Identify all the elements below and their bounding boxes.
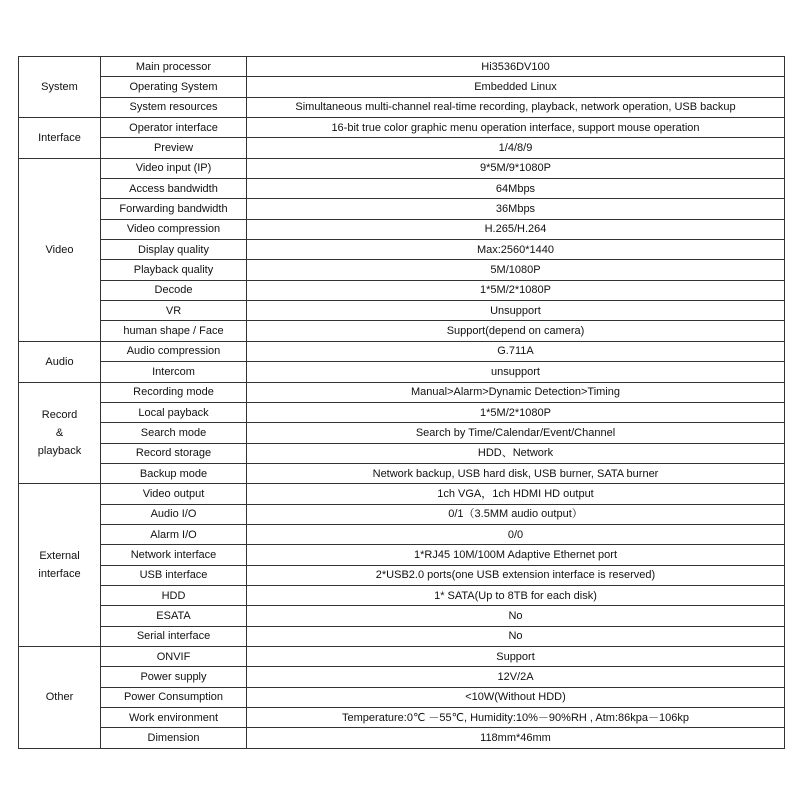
- category-cell: Record & playback: [19, 382, 101, 484]
- spec-item-cell: Playback quality: [101, 260, 247, 280]
- table-row: [19, 463, 785, 483]
- category-cell: System: [19, 57, 101, 118]
- spec-value-cell: 36Mbps: [247, 199, 785, 219]
- table-row: [19, 728, 785, 748]
- table-row: [19, 687, 785, 707]
- spec-item-cell: Work environment: [101, 708, 247, 728]
- spec-value-cell: Search by Time/Calendar/Event/Channel: [247, 423, 785, 443]
- table-row: [19, 524, 785, 544]
- table-row: [19, 626, 785, 646]
- spec-item-cell: Audio I/O: [101, 504, 247, 524]
- spec-value-cell: <10W(Without HDD): [247, 687, 785, 707]
- table-row: [19, 646, 785, 666]
- table-row: [19, 301, 785, 321]
- category-cell: Interface: [19, 118, 101, 159]
- spec-item-cell: Video compression: [101, 219, 247, 239]
- spec-value-cell: 2*USB2.0 ports(one USB extension interface is reserved): [247, 565, 785, 585]
- table-row: [19, 219, 785, 239]
- spec-item-cell: ESATA: [101, 606, 247, 626]
- spec-value-cell: 1* SATA(Up to 8TB for each disk): [247, 585, 785, 605]
- table-row: [19, 585, 785, 605]
- spec-value-cell: 1*5M/2*1080P: [247, 280, 785, 300]
- spec-value-cell: 16-bit true color graphic menu operation interface, support mouse operation: [247, 118, 785, 138]
- table-row: [19, 606, 785, 626]
- table-row: [19, 504, 785, 524]
- table-row: [19, 118, 785, 138]
- spec-item-cell: Alarm I/O: [101, 524, 247, 544]
- spec-value-cell: 0/0: [247, 524, 785, 544]
- table-row: [19, 321, 785, 341]
- spec-value-cell: 0/1（3.5MM audio output）: [247, 504, 785, 524]
- spec-item-cell: Decode: [101, 280, 247, 300]
- category-cell: External interface: [19, 484, 101, 647]
- spec-value-cell: 1*5M/2*1080P: [247, 402, 785, 422]
- spec-value-cell: H.265/H.264: [247, 219, 785, 239]
- table-row: [19, 362, 785, 382]
- spec-value-cell: Hi3536DV100: [247, 57, 785, 77]
- spec-item-cell: Preview: [101, 138, 247, 158]
- spec-item-cell: Serial interface: [101, 626, 247, 646]
- spec-item-cell: Network interface: [101, 545, 247, 565]
- spec-value-cell: 1ch VGA，1ch HDMI HD output: [247, 484, 785, 504]
- spec-value-cell: Manual>Alarm>Dynamic Detection>Timing: [247, 382, 785, 402]
- spec-item-cell: Dimension: [101, 728, 247, 748]
- spec-item-cell: VR: [101, 301, 247, 321]
- table-row: [19, 158, 785, 178]
- spec-item-cell: Power Consumption: [101, 687, 247, 707]
- table-row: [19, 565, 785, 585]
- spec-item-cell: human shape / Face: [101, 321, 247, 341]
- spec-value-cell: Support(depend on camera): [247, 321, 785, 341]
- table-row: [19, 443, 785, 463]
- spec-item-cell: Video input (IP): [101, 158, 247, 178]
- spec-item-cell: USB interface: [101, 565, 247, 585]
- spec-item-cell: Audio compression: [101, 341, 247, 361]
- spec-value-cell: 9*5M/9*1080P: [247, 158, 785, 178]
- spec-item-cell: Operator interface: [101, 118, 247, 138]
- spec-item-cell: Record storage: [101, 443, 247, 463]
- table-row: [19, 240, 785, 260]
- spec-item-cell: Operating System: [101, 77, 247, 97]
- spec-item-cell: Local payback: [101, 402, 247, 422]
- spec-value-cell: Unsupport: [247, 301, 785, 321]
- table-row: [19, 138, 785, 158]
- spec-item-cell: Access bandwidth: [101, 179, 247, 199]
- spec-value-cell: 1/4/8/9: [247, 138, 785, 158]
- spec-item-cell: Intercom: [101, 362, 247, 382]
- spec-item-cell: Search mode: [101, 423, 247, 443]
- spec-item-cell: ONVIF: [101, 646, 247, 666]
- table-row: [19, 280, 785, 300]
- table-row: [19, 545, 785, 565]
- table-row: [19, 667, 785, 687]
- table-row: [19, 97, 785, 117]
- table-row: [19, 382, 785, 402]
- spec-item-cell: Power supply: [101, 667, 247, 687]
- spec-value-cell: 5M/1080P: [247, 260, 785, 280]
- table-row: [19, 179, 785, 199]
- table-row: [19, 199, 785, 219]
- spec-sheet: [18, 56, 785, 749]
- table-row: [19, 260, 785, 280]
- table-row: [19, 708, 785, 728]
- spec-value-cell: 12V/2A: [247, 667, 785, 687]
- spec-value-cell: G.711A: [247, 341, 785, 361]
- spec-value-cell: Support: [247, 646, 785, 666]
- spec-item-cell: Display quality: [101, 240, 247, 260]
- spec-value-cell: Network backup, USB hard disk, USB burner, SATA burner: [247, 463, 785, 483]
- spec-table-body: [19, 57, 785, 749]
- table-row: [19, 77, 785, 97]
- spec-value-cell: Temperature:0℃ －55℃, Humidity:10%－90%RH , Atm:86kpa－106kp: [247, 708, 785, 728]
- spec-item-cell: Video output: [101, 484, 247, 504]
- spec-value-cell: 118mm*46mm: [247, 728, 785, 748]
- spec-item-cell: Recording mode: [101, 382, 247, 402]
- category-cell: Other: [19, 646, 101, 748]
- spec-item-cell: HDD: [101, 585, 247, 605]
- spec-value-cell: 64Mbps: [247, 179, 785, 199]
- spec-value-cell: Max:2560*1440: [247, 240, 785, 260]
- category-cell: Audio: [19, 341, 101, 382]
- spec-item-cell: System resources: [101, 97, 247, 117]
- table-row: [19, 341, 785, 361]
- spec-value-cell: Simultaneous multi-channel real-time recording, playback, network operation, USB backup: [247, 97, 785, 117]
- spec-item-cell: Backup mode: [101, 463, 247, 483]
- spec-value-cell: No: [247, 626, 785, 646]
- table-row: [19, 402, 785, 422]
- spec-item-cell: Main processor: [101, 57, 247, 77]
- spec-value-cell: 1*RJ45 10M/100M Adaptive Ethernet port: [247, 545, 785, 565]
- spec-item-cell: Forwarding bandwidth: [101, 199, 247, 219]
- spec-value-cell: HDD、Network: [247, 443, 785, 463]
- table-row: [19, 484, 785, 504]
- spec-table: [18, 56, 785, 749]
- spec-value-cell: unsupport: [247, 362, 785, 382]
- spec-value-cell: No: [247, 606, 785, 626]
- category-cell: Video: [19, 158, 101, 341]
- spec-value-cell: Embedded Linux: [247, 77, 785, 97]
- table-row: [19, 57, 785, 77]
- table-row: [19, 423, 785, 443]
